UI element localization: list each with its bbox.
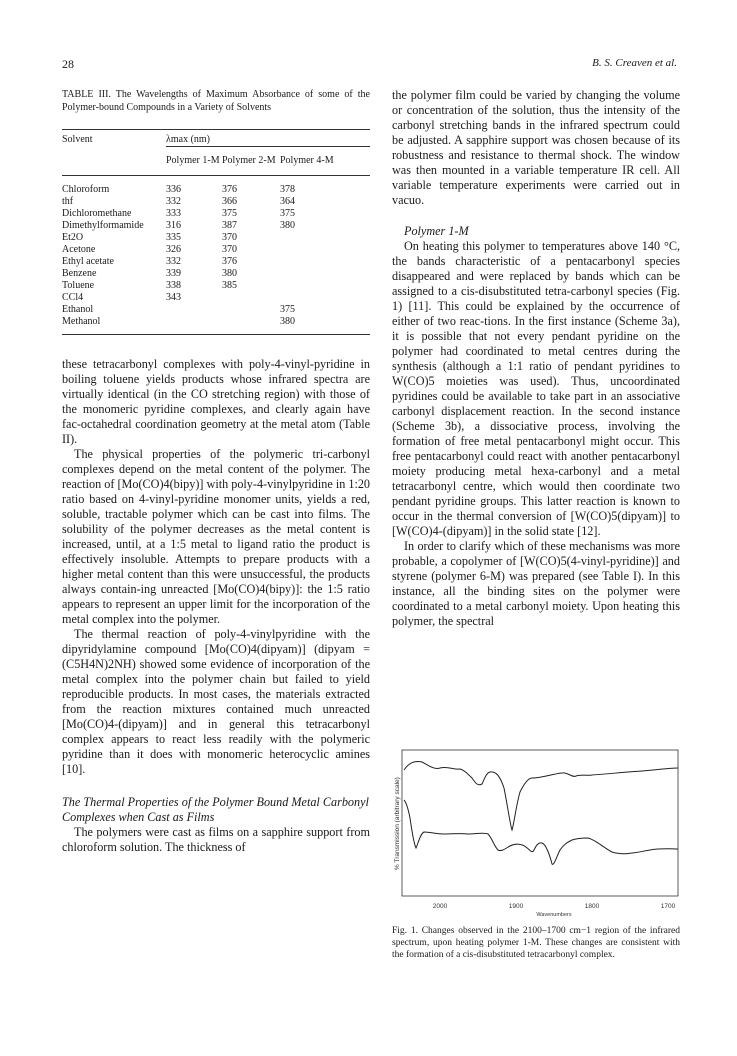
solvent-cell: Toluene (62, 280, 95, 291)
figure-caption: Fig. 1. Changes observed in the 2100–1700 cm−1 region of the infrared spectrum, upon heating polymer 1-M. These changes are consistent with the formation of a cis-disubstituted tetracarbonyl complex. (392, 926, 680, 960)
solvent-cell: Ethyl acetate (62, 256, 114, 267)
lambda-cell: 380 (222, 268, 237, 279)
table-body (62, 176, 370, 335)
lambda-cell: 364 (280, 196, 295, 207)
right-paragraph-3: In order to clarify which of these mechanisms was more probable, a copolymer of [W(CO)5(4-vinyl-pyridine)] and styrene (polymer 6-M) was prepared (see Table I). In this instance, all the binding sites on the polymer were coordinated to a metal carbonyl moiety. Upon heating this polymer, the spectral (392, 539, 680, 628)
lambda-cell: 366 (222, 196, 237, 207)
lambda-cell (222, 316, 280, 335)
lambda-cell: 375 (280, 208, 295, 219)
right-column (392, 88, 680, 629)
lambda-cell: 387 (222, 220, 237, 231)
table-row (62, 244, 370, 256)
lambda-cell: 332 (166, 196, 181, 207)
lambda-cell: 378 (280, 184, 295, 195)
table-caption: TABLE III. The Wavelengths of Maximum Absorbance of some of the Polymer-bound Compounds in a Variety of Solvents (62, 89, 370, 113)
lambda-cell: 376 (222, 256, 237, 267)
left-paragraph-3: The thermal reaction of poly-4-vinylpyridine with the dipyridylamine compound [Mo(CO)4(dipyam)] (dipyam = (C5H4N)2NH) showed some evidence of incorporation of the metal complex into the polymer chain but failed to yield reproducible products. In most cases, the materials extracted from the reaction mixtures contained much unreacted [Mo(CO)4-(dipyam)] and in general this tetracarbonyl complex appears to react less readily with the polymeric pyridine than it does with monomeric heterocyclic amines [10]. (62, 627, 370, 776)
table-row (62, 256, 370, 268)
x-tick-1700: 1700 (660, 903, 676, 910)
x-tick-1800: 1800 (584, 903, 600, 910)
left-column (62, 88, 370, 855)
table-row (62, 196, 370, 208)
lambda-cell (280, 292, 370, 304)
lambda-cell: 335 (166, 232, 181, 243)
lambda-cell (280, 232, 370, 244)
table-row (62, 268, 370, 280)
solvent-cell: Methanol (62, 316, 166, 335)
lambda-cell (166, 304, 222, 316)
lambda-cell: 316 (166, 220, 181, 231)
lambda-cell: 333 (166, 208, 181, 219)
lambda-cell (222, 304, 280, 316)
lambda-cell (166, 316, 222, 335)
table-row (62, 304, 370, 316)
lambda-cell (222, 292, 280, 304)
table-row (62, 176, 370, 197)
lambda-cell: 380 (280, 220, 295, 231)
lambda-cell (280, 268, 370, 280)
lambda-cell: 370 (222, 244, 237, 255)
table-header-polymer-1m: Polymer 1-M (166, 150, 222, 176)
right-paragraph-2: On heating this polymer to temperatures above 140 °C, the bands characteristic of a pentacarbonyl species disappeared and were replaced by bands which can be assigned to a cis-disubstituted tetra-carbonyl species (Fig. 1) [11]. This could be explained by the occurrence of either of two reac-tions. In the first instance (Scheme 3a), it is possible that not every pendant pyridine on the polymer had coordinated to metal centres during the synthesis (although a 1:1 ratio of pendant pyridines to W(CO)5 moieties was used). Thus, uncoordinated pyridines could be available to take part in an associative carbonyl displacement reaction. In the second instance (Scheme 3b), a dissociative process, involving the formation of free metal pentacarbonyl might occur. This free pentacarbonyl could react with another pentacarbonyl moiety producing metal hexa-carbonyl and a metal tetracarbonyl centre, which would then coordinate two pendant pyridine groups. This latter reaction is known to occur in the thermal conversion of [W(CO)5(dipyam)] to [W(CO)4-(dipyam)] in the solid state [12]. (392, 239, 680, 538)
section-title: The Thermal Properties of the Polymer Bound Metal Carbonyl Complexes when Cast as Films (62, 795, 369, 824)
left-paragraph-2: The physical properties of the polymeric tri-carbonyl complexes depend on the metal content of the polymer. The reaction of [Mo(CO)4(bipy)] with poly-4-vinylpyridine in 1:20 ratio based on 4-vinyl-pyridine monomer units, yields a red, soluble, tractable polymer which can be cast into films. The solubility of the polymer decreases as the metal content is increased, until, at a 1:5 metal to ligand ratio the product is effectively insoluble. Attempts to prepare products with a higher metal content than this were unsuccessful, the products always contain-ing unreacted [Mo(CO)4(bipy)]: the 1:5 ratio appears to represent an upper limit for the incorporation of the metal complex into the polymer. (62, 447, 371, 626)
lambda-cell (280, 244, 370, 256)
table-header-solvent: Solvent (62, 130, 166, 151)
table-header-lambda: λmax (nm) (166, 130, 370, 151)
table-row (62, 208, 370, 220)
lambda-cell: 385 (222, 280, 237, 291)
lambda-cell: 375 (280, 304, 295, 315)
lambda-cell: 338 (166, 280, 181, 291)
plot-frame (402, 750, 678, 896)
ir-spectrum-plot (392, 748, 680, 916)
lambda-cell: 376 (222, 184, 237, 195)
left-paragraph-1: these tetracarbonyl complexes with poly-4-vinyl-pyridine in boiling toluene yields products whose infrared spectra are virtually identical (in the CO stretching region) with those of the monomeric pyridine complexes, and clearly again have fac-octahedral coordination geometry at the metal atom (Table II). (62, 357, 370, 446)
solvent-cell: thf (62, 196, 74, 207)
table-row (62, 232, 370, 244)
page-number: 28 (62, 57, 74, 71)
spectrum-upper (404, 761, 678, 830)
lambda-cell (280, 256, 370, 268)
lambda-cell: 380 (280, 316, 370, 335)
right-paragraph-1: the polymer film could be varied by changing the volume or concentration of the solution, thus the intensity of the carbonyl stretching bands in the infrared spectrum could be adjusted. A sapphire support was chosen because of its robustness and resistance to thermal shock. The window was then mounted in a variable temperature IR cell. All variable temperature experiments were carried out in vacuo. (392, 88, 680, 207)
lambda-cell: 326 (166, 244, 181, 255)
solvent-cell: Ethanol (62, 304, 94, 315)
x-tick-1900: 1900 (508, 903, 524, 910)
table-row (62, 280, 370, 292)
lambda-cell: 339 (166, 268, 181, 279)
x-tick-2000: 2000 (432, 903, 448, 910)
lambda-cell: 336 (166, 184, 181, 195)
left-paragraph-4: The polymers were cast as films on a sapphire support from chloroform solution. The thickness of (62, 825, 370, 854)
solvent-cell: Et2O (62, 232, 84, 243)
subsection-title: Polymer 1-M (404, 224, 469, 238)
table-row (62, 316, 370, 335)
table-header-polymer-2m: Polymer 2-M (222, 150, 280, 176)
lambda-cell (280, 280, 370, 292)
solvent-cell: Dichloromethane (62, 208, 132, 219)
solvent-cell: Benzene (62, 268, 97, 279)
lambda-cell: 375 (222, 208, 237, 219)
solvent-cell: CCl4 (62, 292, 84, 303)
figure-1 (392, 748, 680, 961)
x-axis-label: Wavenumbers (536, 912, 572, 916)
y-axis-label: % Transmission (arbitrary scale) (394, 777, 401, 870)
lambda-cell: 370 (222, 232, 237, 243)
table-row (62, 292, 370, 304)
table-header-polymer-4m: Polymer 4-M (280, 150, 370, 176)
absorbance-table (62, 129, 370, 335)
spectrum-lower (404, 800, 678, 864)
lambda-cell: 343 (166, 292, 181, 303)
table-row (62, 220, 370, 232)
solvent-cell: Acetone (62, 244, 96, 255)
lambda-cell: 332 (166, 256, 181, 267)
solvent-cell: Chloroform (62, 184, 110, 195)
running-head: B. S. Creaven et al. (592, 57, 677, 69)
solvent-cell: Dimethylformamide (62, 220, 144, 231)
